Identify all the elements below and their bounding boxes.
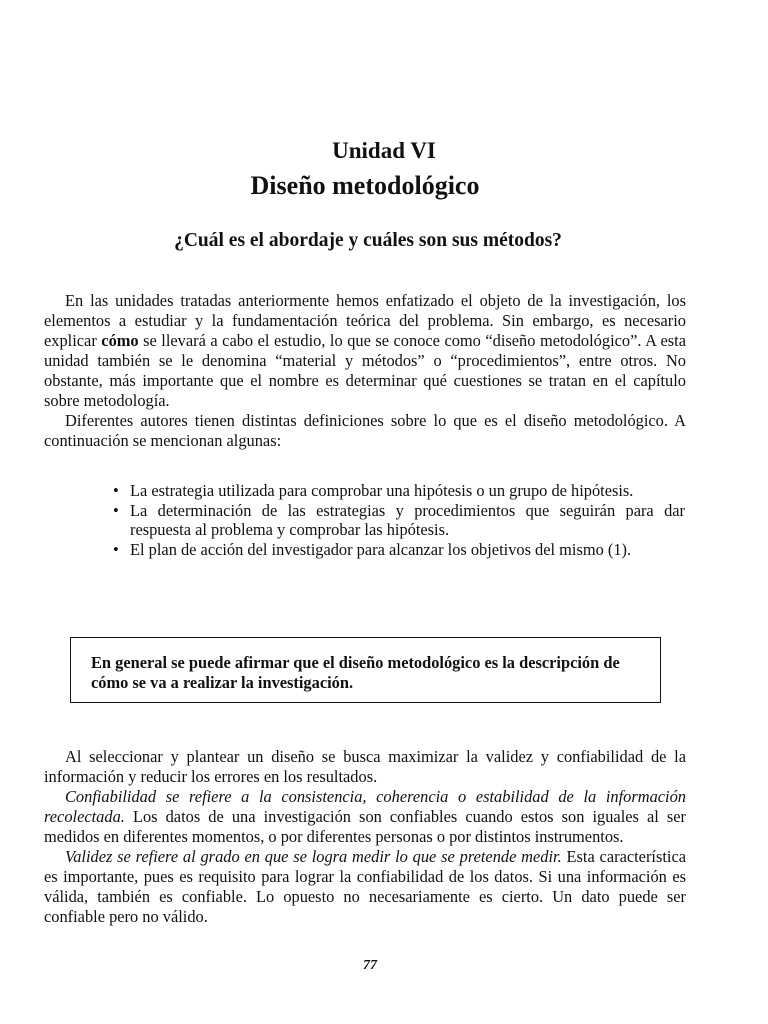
body-section [44,747,686,927]
bullet-icon: • [113,539,119,559]
intro-section [44,291,686,451]
intro-p1-text-a: En las unidades tratadas anteriormente hemos enfatizado el objeto de la investigación, los elementos a estudiar y la fundamentación teórica del problema. Sin embargo, es necesario explicar [44,291,686,350]
intro-p1-bold-word: cómo [101,331,139,350]
intro-p1-text-b: se llevará a cabo el estudio, lo que se conoce como “diseño metodológico”. A esta unidad también se le denomina “material y métodos” o “procedimientos”, entre otros. No obstante, más importante que el nombre es determinar qué cuestiones se tratan en el capítulo sobre metodología. [44,331,686,410]
validity-definition: Validez se refiere al grado en que se logra medir lo que se pretende medir. [65,847,562,866]
reliability-definition: Confiabilidad se refiere a la consistencia, coherencia o estabilidad de la información recolectada. [44,787,686,826]
highlight-box: En general se puede afirmar que el diseño metodológico es la descripción de cómo se va a realizar la investigación. [70,637,661,703]
chapter-title: Diseño metodológico [250,171,480,200]
list-item [113,540,685,560]
list-item [113,501,685,540]
bullet-icon: • [113,481,119,500]
reliability-explanation: Los datos de una investigación son confiables cuando estos son iguales al ser medidos en diferentes momentos, o por diferentes personas o por distintos instrumentos. [44,807,686,846]
list-item-text: La determinación de las estrategias y procedimientos que seguirán para dar respuesta al problema y comprobar las hipótesis. [130,500,685,540]
body-paragraph-5 [44,847,686,927]
chapter-subtitle: ¿Cuál es el abordaje y cuáles son sus métodos? [174,230,562,251]
list-item [113,481,685,501]
definitions-list [113,481,685,559]
page-number: 77 [363,958,377,973]
validity-explanation: Esta característica es importante, pues es requisito para lograr la confiabilidad de los datos. Si una información es válida, también es confiable. Lo opuesto no necesariamente es cierto. Un dato puede ser confiable pero no válido. [44,847,686,926]
intro-paragraph-2: Diferentes autores tienen distintas definiciones sobre lo que es el diseño metodológico. A continuación se mencionan algunas: [44,411,686,450]
body-paragraph-3: Al seleccionar y plantear un diseño se busca maximizar la validez y confiabilidad de la información y reducir los errores en los resultados. [44,747,686,786]
list-item-text: La estrategia utilizada para comprobar una hipótesis o un grupo de hipótesis. [130,481,634,500]
bullet-icon: • [113,500,119,520]
body-paragraph-4 [44,787,686,847]
unit-heading: Unidad VI [332,138,436,163]
intro-paragraph-1 [44,291,686,411]
list-item-text: El plan de acción del investigador para alcanzar los objetivos del mismo (1). [130,539,632,559]
